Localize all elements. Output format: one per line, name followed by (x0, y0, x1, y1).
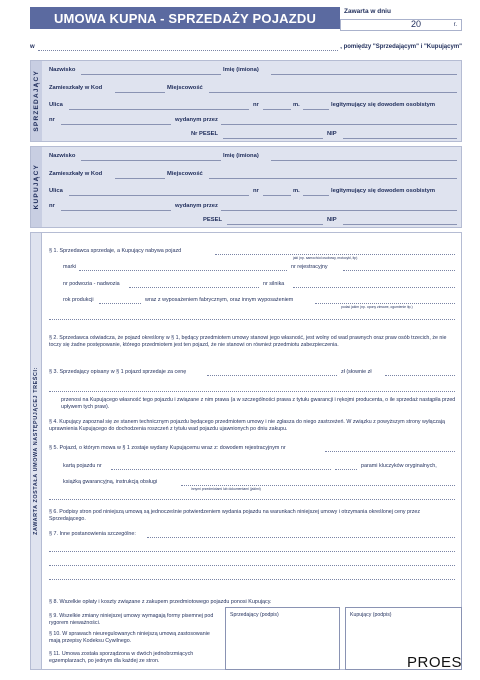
seller-id-label: legitymujący się dowodem osobistym (331, 102, 436, 108)
section-5-text: § 5. Pojazd, o którym mowa w § 1 zostaje wydany Kupującemu wraz z: dowodem rejestracyjnym nr (49, 445, 286, 451)
seller-firstname-label: Imię (imiona) (223, 67, 259, 73)
seller-city-field[interactable] (209, 92, 457, 93)
section-6-text: § 6. Podpisy stron pod niniejszą umową są jednocześnie potwierdzeniem wydania pojazdu na warunkach niniejszej umowy i otrzymania określonej ceny przez Sprzedającego. (49, 509, 420, 522)
buyer-series-label: nr (49, 203, 55, 209)
keys-count-field[interactable] (335, 469, 357, 470)
equipment-field[interactable] (315, 303, 455, 304)
buyer-street-field[interactable] (69, 195, 249, 196)
reg-no-field[interactable] (343, 270, 455, 271)
body-side-tab (31, 233, 42, 669)
price-words-label: zł (słownie zł (341, 369, 372, 375)
buyer-side-tab (31, 147, 42, 227)
equipment-hint: podać jakim (np. opony zimowe, ogumienie itp.) (341, 305, 413, 309)
seller-section (30, 60, 462, 142)
section-2-text: § 2. Sprzedawca oświadcza, że pojazd określony w § 1, będący przedmiotem umowy stanowi jego własność, jest wolny od wad prawnych oraz praw osób trzecich, że nie toczy się żadne postępowanie, którego przedmiotem jest ten pojazd, że nie stanowi on również przedmiotu zabezpieczenia. (49, 335, 447, 348)
warranty-label: książką gwarancyjną, instrukcją obsługi (63, 479, 158, 485)
reg-no-label: nr rejestracyjny (291, 264, 328, 270)
seller-side-label: SPRZEDAJĄCY (33, 70, 40, 132)
buyer-firstname-label: Imię (imiona) (223, 153, 259, 159)
card-label: kartą pojazdu nr (63, 463, 102, 469)
chassis-label: nr podwozia - nadwozia (63, 281, 120, 287)
buyer-surname-label: Nazwisko (49, 153, 76, 159)
seller-city-label: Miejscowość (167, 85, 203, 91)
buyer-street-label: Ulica (49, 188, 63, 194)
buyer-signature-label: Kupujący (podpis) (350, 612, 392, 618)
contract-body (30, 232, 462, 670)
buyer-id-label: legitymujący się dowodem osobistym (331, 188, 436, 194)
section-7-text: § 7. Inne postanowienia szczególne: (49, 531, 136, 537)
special-terms-line-2[interactable] (49, 551, 455, 552)
section-8-text: § 8. Wszelkie opłaty i koszty związane z zakupem przedmiotowego pojazdu ponosi Kupujący. (49, 599, 272, 605)
document-title: UMOWA KUPNA - SPRZEDAŻY POJAZDU (30, 7, 340, 29)
price-words-line[interactable] (49, 391, 455, 392)
year-label: rok produkcji (63, 297, 94, 303)
brand-field[interactable] (79, 270, 287, 271)
year-field[interactable] (99, 303, 141, 304)
buyer-city-field[interactable] (209, 178, 457, 179)
between-label: , pomiędzy "Sprzedającym" i "Kupującym" (340, 44, 462, 50)
year-suffix: r. (453, 22, 457, 28)
buyer-section (30, 146, 462, 228)
seller-nip-label: NIP (327, 131, 337, 137)
seller-series-field[interactable] (61, 124, 171, 125)
reg-doc-field[interactable] (325, 451, 455, 452)
section-1-text: § 1. Sprzedawca sprzedaje, a Kupujący nabywa pojazd (49, 248, 182, 254)
buyer-city-label: Miejscowość (167, 171, 203, 177)
equipment-label: wraz z wyposażeniem fabrycznym, oraz innym wyposażeniem (145, 297, 294, 303)
body-side-label: ZAWARTA ZOSTAŁA UMOWA NASTĘPUJĄCEJ TREŚCI: (33, 367, 39, 535)
section-3-continuation: przenosi na Kupującego własność tego pojazdu i związane z nim prawa (a w szczególności prawa z tytułu gwarancji i rękojmi producenta, o ile sprzedaż nastąpiła przed upływem tych praw). (61, 397, 456, 410)
seller-side-tab (31, 61, 42, 141)
seller-apt-field[interactable] (303, 109, 329, 110)
equipment-extra-line[interactable] (49, 319, 455, 320)
seller-code-field[interactable] (115, 92, 165, 93)
seller-surname-field[interactable] (81, 74, 221, 75)
seller-street-field[interactable] (69, 109, 249, 110)
seller-apt-label: m. (293, 102, 300, 108)
buyer-code-label: Zamieszkały w Kod (49, 171, 103, 177)
section-10-text: § 10. W sprawach nieuregulowanych niniejszą umową zastosowanie mają przepisy Kodeksu Cywilnego. (49, 631, 210, 644)
seller-street-label: Ulica (49, 102, 63, 108)
other-docs-hint: innymi przedmiotami lub dokumentami (jakimi) (191, 487, 261, 491)
seller-pesel-label: Nr PESEL (191, 131, 219, 137)
seller-signature-label: Sprzedający (podpis) (230, 612, 279, 618)
section-3-text: § 3. Sprzedający opisany w § 1 pojazd sprzedaje za cenę (49, 369, 187, 375)
vehicle-type-field[interactable] (215, 254, 455, 255)
buyer-nip-field[interactable] (343, 224, 457, 225)
price-words-field[interactable] (385, 375, 455, 376)
section-9-text: § 9. Wszelkie zmiany niniejszej umowy wymagają formy pisemnej pod rygorem nieważności. (49, 613, 214, 626)
buyer-nip-label: NIP (327, 217, 337, 223)
brand-label: marki (63, 264, 77, 270)
seller-issued-field[interactable] (221, 124, 457, 125)
card-field[interactable] (111, 469, 331, 470)
buyer-series-field[interactable] (61, 210, 171, 211)
buyer-firstname-field[interactable] (271, 160, 457, 161)
engine-field[interactable] (293, 287, 455, 288)
price-field[interactable] (207, 375, 337, 376)
engine-label: nr silnika (263, 281, 285, 287)
buyer-no-field[interactable] (263, 195, 291, 196)
seller-code-label: Zamieszkały w Kod (49, 85, 103, 91)
seller-firstname-field[interactable] (271, 74, 457, 75)
concluded-date-label: Zawarta w dniu (344, 8, 391, 15)
buyer-code-field[interactable] (115, 178, 165, 179)
seller-nip-field[interactable] (343, 138, 457, 139)
publisher-brand: PROES (407, 654, 463, 671)
chassis-field[interactable] (129, 287, 259, 288)
buyer-side-label: KUPUJĄCY (33, 164, 40, 210)
special-terms-line-3[interactable] (49, 565, 455, 566)
buyer-pesel-field[interactable] (227, 224, 323, 225)
buyer-issued-field[interactable] (221, 210, 457, 211)
special-terms-line-1[interactable] (147, 537, 455, 538)
other-docs-line[interactable] (49, 499, 455, 500)
place-label: w (30, 44, 35, 50)
seller-issued-label: wydanym przez (175, 117, 218, 123)
seller-series-label: nr (49, 117, 55, 123)
buyer-apt-field[interactable] (303, 195, 329, 196)
section-11-text: § 11. Umowa została sporządzona w dwóch jednobrzmiących egzemplarzach, po jednym dla każdej ze stron. (49, 651, 194, 664)
seller-no-field[interactable] (263, 109, 291, 110)
buyer-no-label: nr (253, 188, 259, 194)
buyer-issued-label: wydanym przez (175, 203, 218, 209)
seller-surname-label: Nazwisko (49, 67, 76, 73)
vehicle-type-hint: jaki (np. samochód osobowy, motocykl, itp) (293, 256, 358, 260)
keys-label: parami kluczyków oryginalnych, (361, 463, 437, 469)
buyer-surname-field[interactable] (81, 160, 221, 161)
buyer-apt-label: m. (293, 188, 300, 194)
other-docs-field[interactable] (181, 485, 455, 486)
year-prefix: 20 (411, 19, 422, 29)
section-4-text: § 4. Kupujący zapoznał się ze stanem technicznym pojazdu będącego przedmiotem umowy i nie zgłasza do niego zastrzeżeń. W związku z powyższym strony wyłączają uprawnienia Kupującego do dochodzenia roszczeń z tytułu wad pojazdu ujawnionych po dniu zakupu. (49, 419, 445, 432)
special-terms-line-4[interactable] (49, 579, 455, 580)
seller-no-label: nr (253, 102, 259, 108)
place-field[interactable] (38, 50, 338, 51)
seller-signature-box[interactable] (225, 607, 340, 670)
seller-pesel-field[interactable] (223, 138, 323, 139)
buyer-pesel-label: PESEL (203, 217, 223, 223)
concluded-date-field[interactable] (340, 19, 462, 31)
